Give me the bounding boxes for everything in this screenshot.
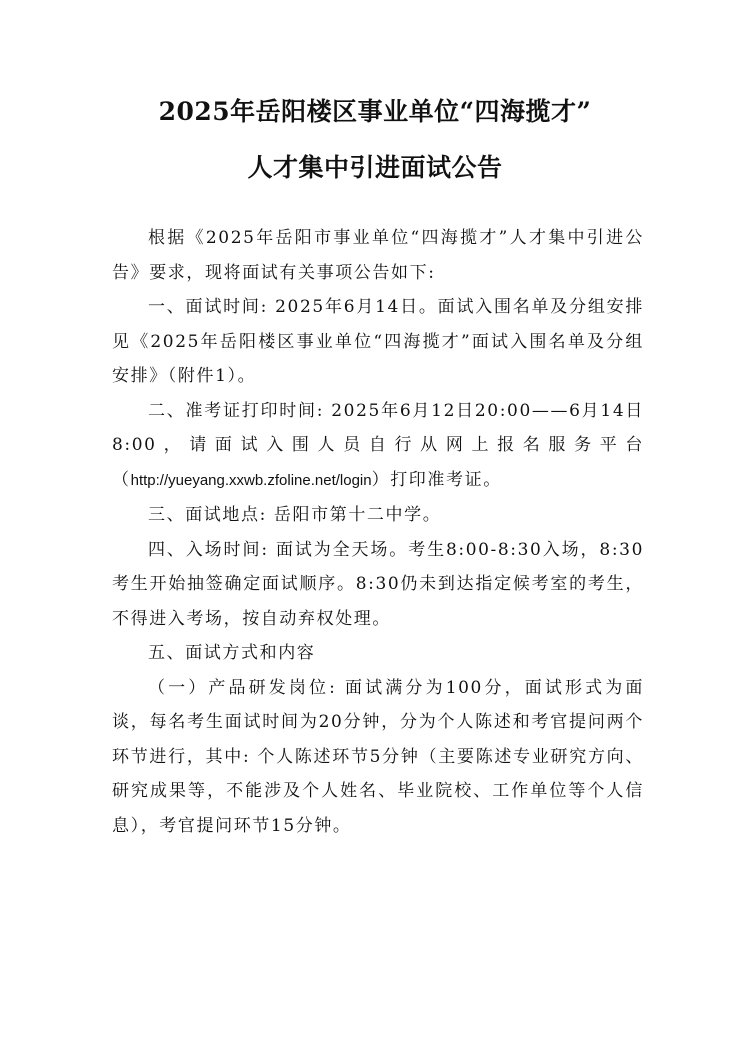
registration-url: http://yueyang.xxwb.zfoline.net/login [130,471,372,489]
title-line-1: 2025年岳阳楼区事业单位“四海揽才” [158,97,592,126]
admission-text-before-url: 二、准考证打印时间: 2025年6月12日20:00——6月14日8:00，请面试入围人员自行从网上报名服务平台（ [112,400,644,490]
item-product-rd-position: （一）产品研发岗位: 面试满分为100分，面试形式为面谈，每名考生面试时间为20分钟，分为个人陈述和考官提问两个环节进行，其中: 个人陈述环节5分钟（主要陈述专业研究方向、研究成果等，不能涉及个人姓名、毕业院校、工作单位等个人信息），考官提问环节15分钟。 [112,677,644,836]
announcement-body [112,221,644,843]
item-interview-method-heading: 五、面试方式和内容 [148,643,316,663]
item-admission-ticket [112,394,644,499]
item-entry-time: 四、入场时间: 面试为全天场。考生8:00-8:30入场，8:30考生开始抽签确定面试顺序。8:30仍未到达指定候考室的考生，不得进入考场，按自动弃权处理。 [112,539,644,629]
title-line-2: 人才集中引进面试公告 [247,153,503,182]
item-interview-location: 三、面试地点: 岳阳市第十二中学。 [148,505,442,525]
item-interview-time: 一、面试时间: 2025年6月14日。面试入围名单及分组安排见《2025年岳阳楼区事业单位“四海揽才”面试入围名单及分组安排》（附件1）。 [112,297,644,386]
admission-text-after-url: ）打印准考证。 [371,469,502,490]
intro-paragraph: 根据《2025年岳阳市事业单位“四海揽才”人才集中引进公告》要求，现将面试有关事项公告如下: [112,228,644,283]
